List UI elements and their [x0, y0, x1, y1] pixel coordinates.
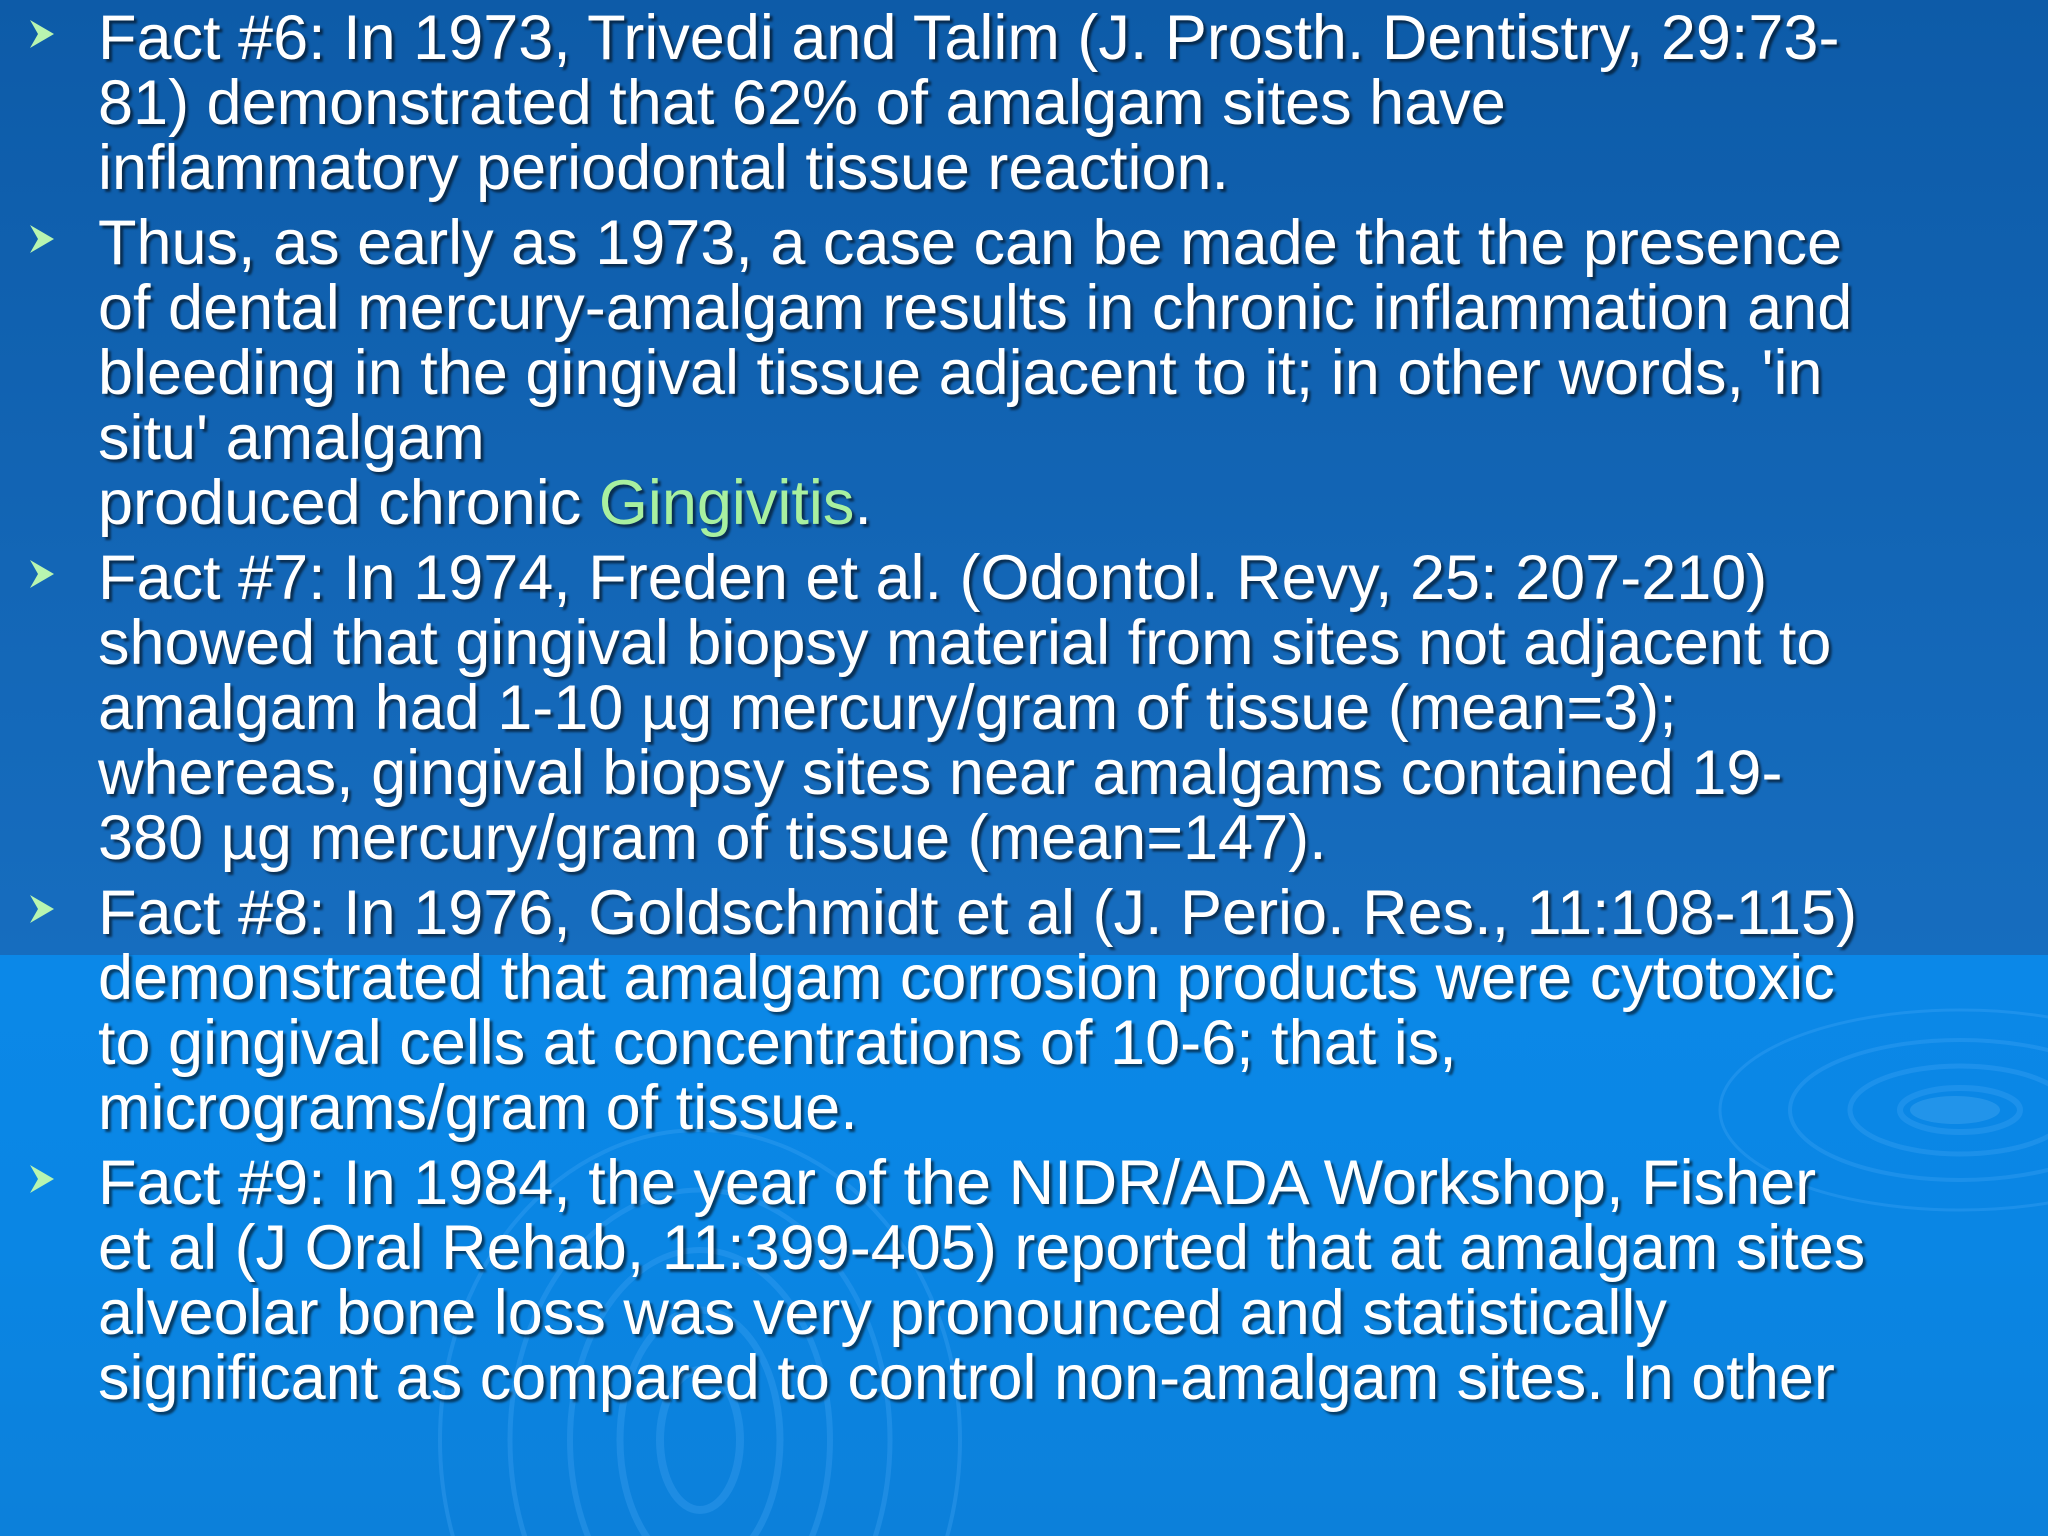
bullet-fact-8 [22, 878, 2032, 1143]
bullet-line: inflammatory periodontal tissue reaction. [98, 133, 1230, 203]
bullet-line: micrograms/gram of tissue. [98, 1073, 858, 1143]
bullet-thus-1973 [22, 208, 2032, 538]
arrow-bullet-icon [24, 16, 60, 52]
bullet-line: demonstrated that amalgam corrosion products were cytotoxic [98, 943, 1835, 1013]
bullet-line: of dental mercury-amalgam results in chronic inflammation and [98, 273, 1853, 343]
bullet-line: significant as compared to control non-amalgam sites. In other [98, 1343, 1835, 1413]
gingivitis-highlight: Gingivitis [598, 468, 855, 538]
bullet-line-suffix: . [854, 468, 872, 538]
bullet-line: amalgam had 1-10 µg mercury/gram of tissue (mean=3); [98, 673, 1677, 743]
bullet-line: Fact #7: In 1974, Freden et al. (Odontol. Revy, 25: 207-210) [98, 543, 1768, 613]
bullet-fact-9 [22, 1148, 2032, 1413]
bullet-fact-7 [22, 543, 2032, 873]
bullet-fact-6 [22, 3, 2032, 203]
bullet-line: Fact #6: In 1973, Trivedi and Talim (J. Prosth. Dentistry, 29:73- [98, 3, 1840, 73]
bullet-line: Fact #9: In 1984, the year of the NIDR/ADA Workshop, Fisher [98, 1148, 1817, 1218]
bullet-line: Thus, as early as 1973, a case can be made that the presence [98, 208, 1843, 278]
bullet-line: situ' amalgam [98, 403, 485, 473]
arrow-bullet-icon [24, 891, 60, 927]
bullet-line: et al (J Oral Rehab, 11:399-405) reported that at amalgam sites [98, 1213, 1866, 1283]
bullet-line [98, 468, 2032, 538]
bullet-line: to gingival cells at concentrations of 10-6; that is, [98, 1008, 1457, 1078]
bullet-line: whereas, gingival biopsy sites near amalgams contained 19- [98, 738, 1783, 808]
bullet-line: 81) demonstrated that 62% of amalgam sites have [98, 68, 1506, 138]
arrow-bullet-icon [24, 556, 60, 592]
bullet-line: alveolar bone loss was very pronounced and statistically [98, 1278, 1667, 1348]
bullet-line: showed that gingival biopsy material from sites not adjacent to [98, 608, 1832, 678]
bullet-line: Fact #8: In 1976, Goldschmidt et al (J. Perio. Res., 11:108-115) [98, 878, 1858, 948]
bullet-list [22, 3, 2032, 1413]
bullet-line-prefix: produced chronic [98, 468, 599, 538]
bullet-line: 380 µg mercury/gram of tissue (mean=147). [98, 803, 1327, 873]
arrow-bullet-icon [24, 1161, 60, 1197]
bullet-line: bleeding in the gingival tissue adjacent to it; in other words, 'in [98, 338, 1823, 408]
arrow-bullet-icon [24, 221, 60, 257]
